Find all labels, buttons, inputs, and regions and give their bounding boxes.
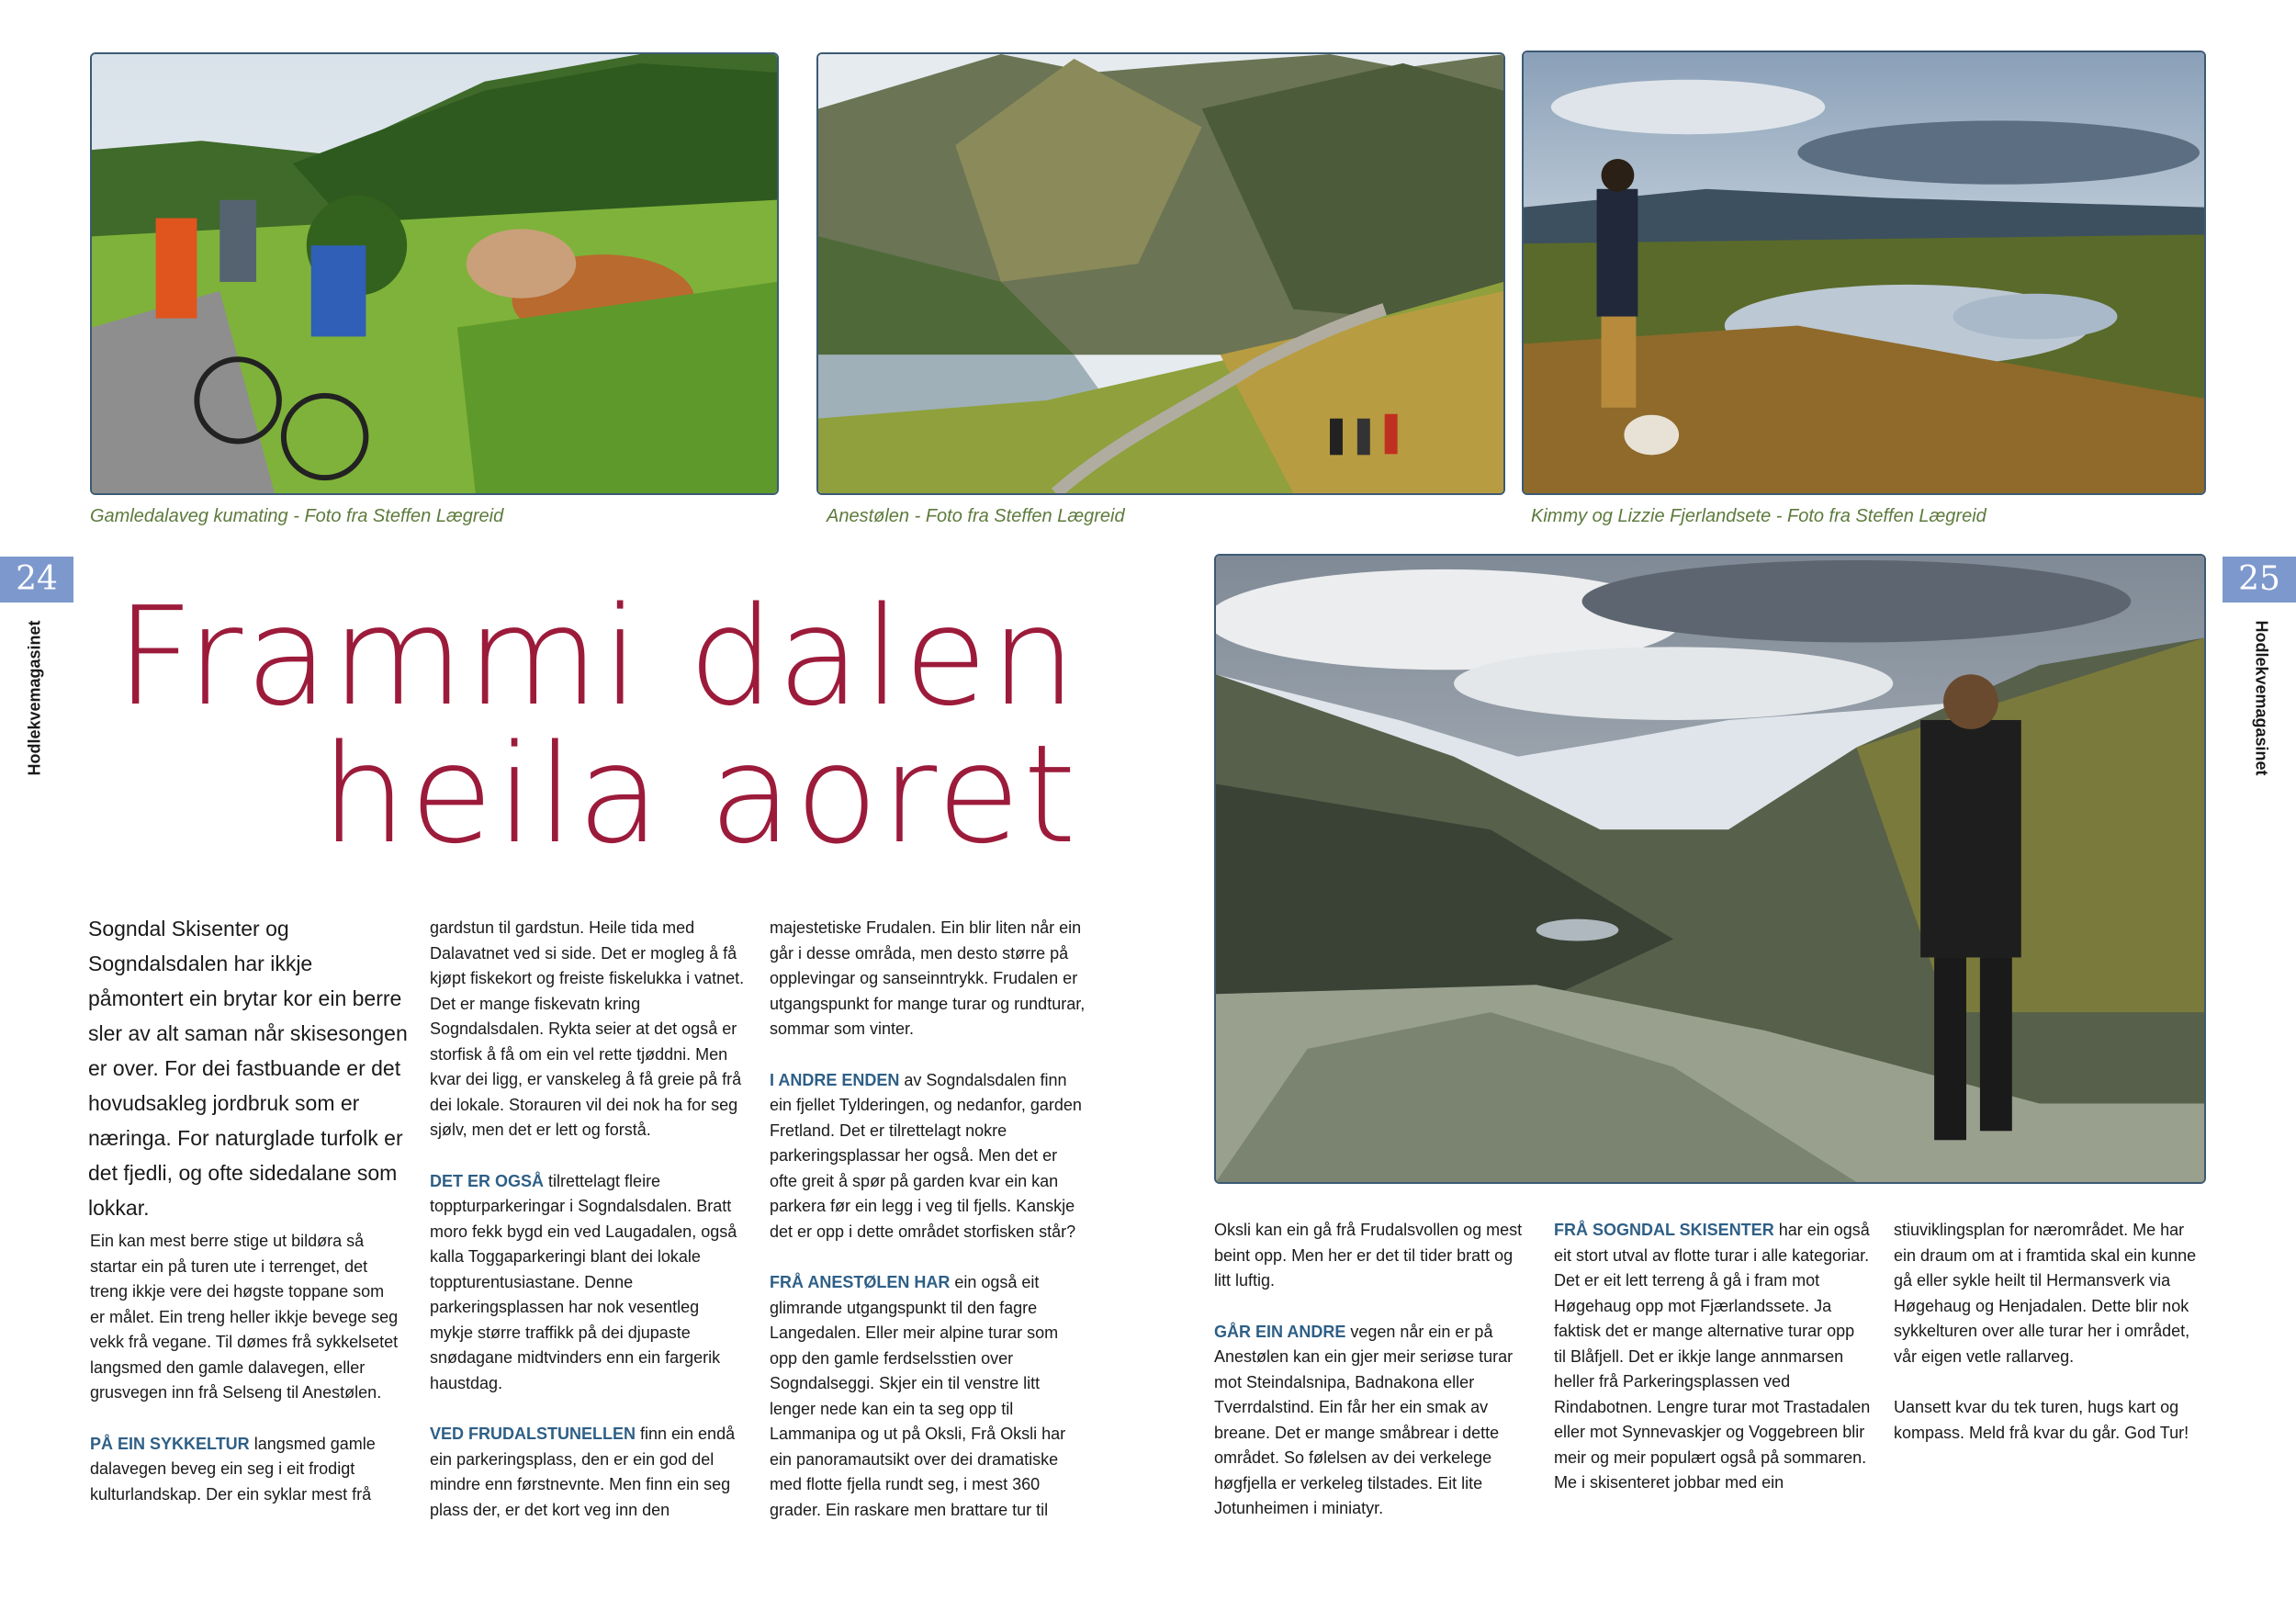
photo-anestolen-valley-image xyxy=(818,54,1503,493)
col3-subhead-1: I ANDRE ENDEN xyxy=(770,1070,900,1089)
magazine-name-left: Hodlekvemagasinet xyxy=(25,620,44,776)
col1-para-2-text: langsmed gamle dalavegen beveg ein seg i eit frodigt kulturlandskap. Der ein syklar mest frå xyxy=(90,1434,376,1504)
col4-subhead: GÅR EIN ANDRE xyxy=(1214,1322,1346,1341)
col1-para-2 xyxy=(90,1432,402,1508)
lead-paragraph: Sogndal Skisenter og Sogndalsdalen har ikkje påmontert ein brytar kor ein berre sler av alt saman når skisesongen er over. For dei fastbuande er det hovudsakleg jordbruk som er næringa. For naturglade turfolk er det fjedli, og ofte sidedalane som lokkar. xyxy=(88,917,408,1220)
col2-para-2 xyxy=(430,1169,747,1397)
col5-para-1-text: har ein også eit stort utval av flotte turar i alle kategoriar. Det er eit lett terreng å gå i fram mot Høgehaug opp mot Fjærlandssete. Ja faktisk det er mange alternative turar opp til Blåfjell. Det er ikkje lange annmarsen heller frå Parkeringsplassen ved Rindabotnen. Lengre turar mot Trastadalen eller mot Synnevaskjer og Voggebreen blir meir og meir populært også på sommaren. Me i skisenteret jobbar med ein xyxy=(1554,1221,1871,1492)
col2-para-2-text: tilrettelagt fleire toppturparkeringar i Sogndalsdalen. Bratt moro fekk bygd ein ved Laugadalen, også kalla Toggaparkeringi blant dei lokale toppturentusiastane. Denne parkeringsplassen har nok vesentleg mykje større traffikk på dei djupaste snødagane midtvinders enn ein fargerik haustdag. xyxy=(430,1171,737,1392)
col1-para-1: Ein kan mest berre stige ut bildøra så startar ein på turen ute i terrenget, det treng ikkje vere dei høgste toppane som er målet. Ein treng heller ikkje bevege seg vekk frå vegane. Til dømes frå sykkelsetet langsmed den gamle dalavegen, eller grusvegen inn frå Selseng til Anestølen. xyxy=(90,1232,399,1402)
col3-para-2 xyxy=(770,1068,1086,1245)
col3-subhead-2: FRÅ ANESTØLEN HAR xyxy=(770,1273,951,1291)
text-column-2 xyxy=(430,916,747,1549)
text-column-4 xyxy=(1214,1218,1531,1548)
photo-fjerlandsete-image xyxy=(1524,52,2204,493)
col6-para-1: stiuviklingsplan for nærområdet. Me har ein draum om at i framtida skal ein kunne gå eller sykle heilt til Hermansverk via Høgehaug og Henjadalen. Dette blir nok sykkelturen over alle turar her i området, vår eigen vetle rallarveg. xyxy=(1894,1221,2197,1366)
col2-para-1: gardstun til gardstun. Heile tida med Dalavatnet ved si side. Det er mogleg å få kjøpt fiskekort og freiste fiskelukka i vatnet. Det er mange fiskevatn kring Sogndalsdalen. Rykta seier at det også er storfisk å få om ein vel rette tjøddni. Men kvar dei ligg, er vanskeleg å få greie på frå dei lokale. Storauren vil dei nok ha for seg sjølv, men det er lett og forstå. xyxy=(430,918,745,1139)
photo-cyclists-cows-image xyxy=(92,54,777,493)
col2-para-3 xyxy=(430,1422,747,1523)
col5-subhead: FRÅ SOGNDAL SKISENTER xyxy=(1554,1221,1774,1239)
text-column-6 xyxy=(1894,1218,2211,1471)
col2-subhead-2: VED FRUDALSTUNELLEN xyxy=(430,1425,636,1443)
col2-para-3-text: finn ein endå ein parkeringsplass, den er ein god del mindre enn førstnevnte. Men finn ein seg plass der, er det kort veg inn den xyxy=(430,1425,736,1519)
photo-cyclists-cows xyxy=(90,52,779,495)
page-number-left: 24 xyxy=(0,557,73,603)
col4-para-2 xyxy=(1214,1320,1531,1522)
col4-para-1: Oksli kan ein gå frå Frudalsvollen og mest beint opp. Men her er det til tider bratt og litt luftig. xyxy=(1214,1221,1523,1290)
magazine-name-right: Hodlekvemagasinet xyxy=(2252,620,2271,776)
text-column-1 xyxy=(90,1229,402,1533)
text-column-3 xyxy=(770,916,1086,1549)
col3-para-1: majestetiske Frudalen. Ein blir liten når ein går i desse områda, men desto større på opplevingar og sanseinntrykk. Frudalen er utgangspunkt for mange turar og rundturar, sommar som vinter. xyxy=(770,918,1086,1038)
col3-para-2-text: av Sogndalsdalen finn ein fjellet Tylderingen, og nedanfor, garden Fretland. Det er tilrettelagt nokre parkeringsplassar her også. Men det er ofte greit å spør på garden kvar ein kan parkera før ein legg i veg til fjells. Kanskje det er opp i dette området storfisken står? xyxy=(770,1070,1082,1241)
col4-para-2-text: vegen når ein er på Anestølen kan ein gjer meir seriøse turar mot Steindalsnipa, Badnakona eller Tverrdalstind. Ein får her ein smak av breane. Det er mange småbrear i dette området. So følelsen av dei verkelege høgfjella er verkeleg tilstades. Eit lite Jotunheimen i miniatyr. xyxy=(1214,1322,1514,1517)
col6-para-2: Uansett kvar du tek turen, hugs kart og kompass. Meld frå kvar du går. God Tur! xyxy=(1894,1398,2189,1442)
page-number-right: 25 xyxy=(2223,557,2296,603)
col2-subhead-1: DET ER OGSÅ xyxy=(430,1171,545,1190)
caption-photo-3: Kimmy og Lizzie Fjerlandsete - Foto fra Steffen Lægreid xyxy=(1531,506,1986,526)
col1-subhead: PÅ EIN SYKKELTUR xyxy=(90,1434,250,1453)
col5-para-1 xyxy=(1554,1218,1871,1496)
photo-hiker-glacier xyxy=(1214,554,2206,1184)
photo-hiker-glacier-image xyxy=(1216,556,2204,1182)
col3-para-3-text: ein også eit glimrande utgangspunkt til den fagre Langedalen. Eller meir alpine turar som opp den gamle ferdselsstien over Sogndalseggi. Skjer ein til venstre litt lenger nede kan ein ta seg opp til Lammanipa og ut på Oksli, Frå Oksli har ein panoramautsikt over dei dramatiske med flotte fjella rundt seg, i mest 360 grader. Ein raskare men brattare tur til xyxy=(770,1273,1066,1519)
photo-anestolen-valley xyxy=(816,52,1505,495)
col3-para-3 xyxy=(770,1270,1086,1523)
headline-line-1: Frammi dalen xyxy=(115,578,1079,736)
caption-photo-2: Anestølen - Foto fra Steffen Lægreid xyxy=(827,506,1125,526)
caption-photo-1: Gamledalaveg kumating - Foto fra Steffen Lægreid xyxy=(90,506,504,526)
photo-fjerlandsete xyxy=(1522,51,2206,495)
text-column-5 xyxy=(1554,1218,1871,1522)
headline-line-2: heila aoret xyxy=(321,715,1079,873)
headline xyxy=(115,578,1079,873)
